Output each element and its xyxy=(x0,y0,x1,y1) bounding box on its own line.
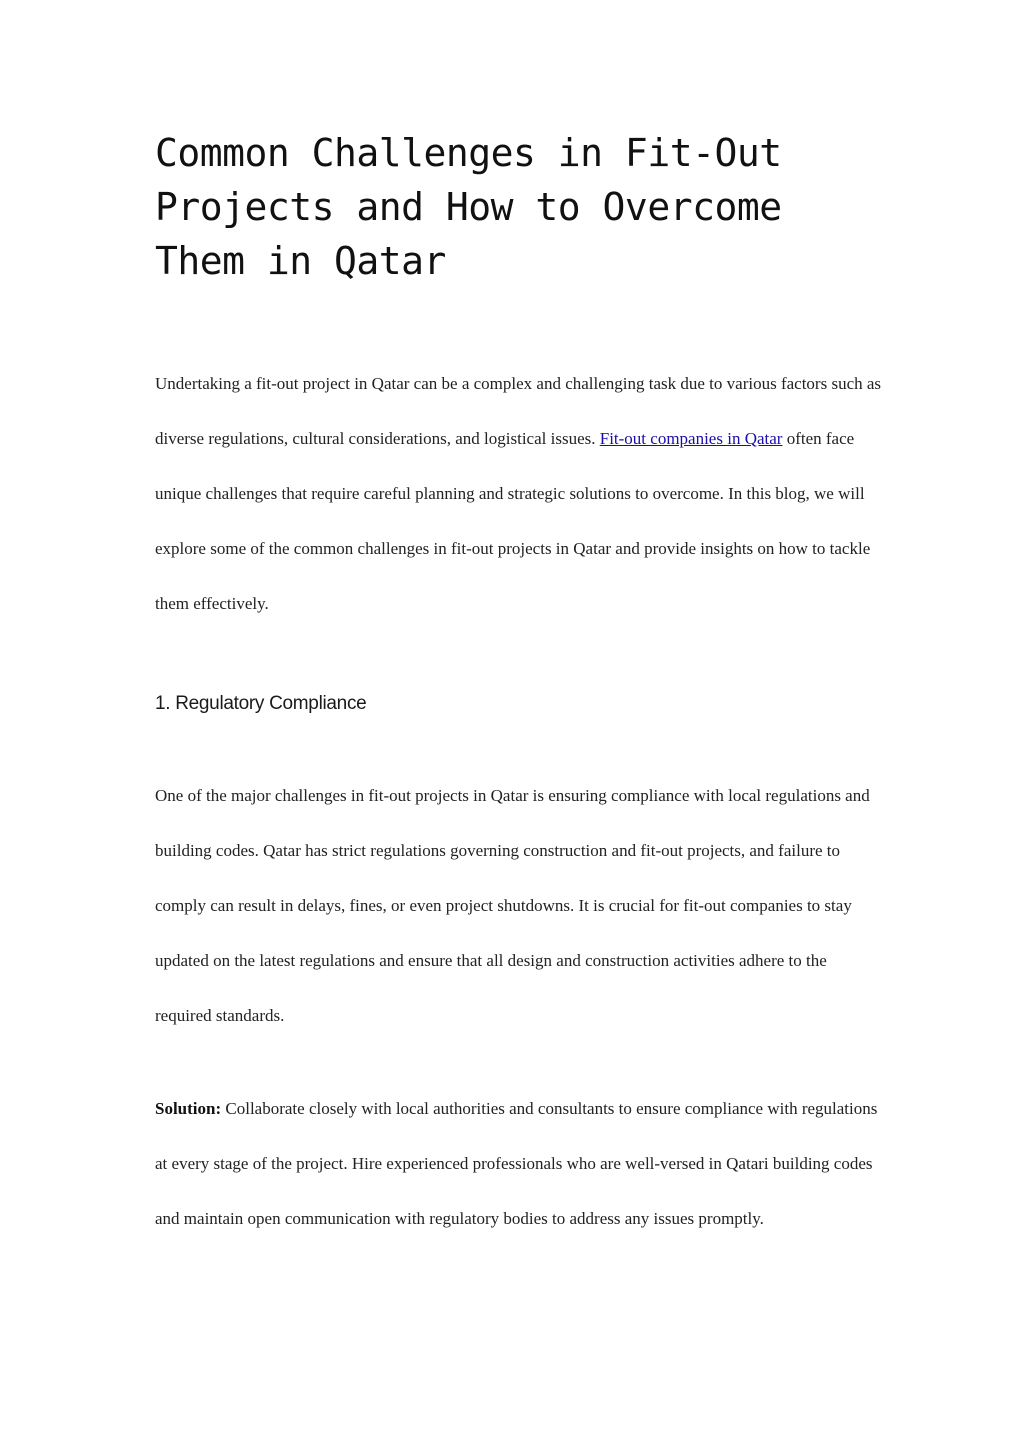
section-heading-regulatory-compliance: 1. Regulatory Compliance xyxy=(155,693,367,714)
intro-paragraph xyxy=(155,356,885,631)
intro-text-after-link: often face unique challenges that require careful planning and strategic solutions to overcome. In this blog, we will explore some of the common challenges in fit-out projects in Qatar and provide insights on how to tackle them effectively. xyxy=(155,429,871,613)
fit-out-companies-link[interactable]: Fit-out companies in Qatar xyxy=(599,429,783,448)
section-body-paragraph: One of the major challenges in fit-out projects in Qatar is ensuring compliance with local regulations and building codes. Qatar has strict regulations governing construction and fit-out projects, and failure to comply can result in delays, fines, or even project shutdowns. It is crucial for fit-out companies to stay updated on the latest regulations and ensure that all design and construction activities adhere to the required standards. xyxy=(155,786,870,1025)
solution-paragraph xyxy=(155,1081,885,1246)
intro-text-before-link: Undertaking a fit-out project in Qatar can be a complex and challenging task due to various factors such as diverse regulations, cultural considerations, and logistical issues. xyxy=(155,374,882,448)
document-title: Common Challenges in Fit-Out Projects and How to Overcome Them in Qatar xyxy=(155,131,782,283)
solution-text: Collaborate closely with local authorities and consultants to ensure compliance with regulations at every stage of the project. Hire experienced professionals who are well-versed in Qatari building codes and maintain open communication with regulatory bodies to address any issues promptly. xyxy=(155,1099,878,1228)
document-page xyxy=(155,126,885,1246)
solution-label: Solution: xyxy=(155,1099,222,1118)
